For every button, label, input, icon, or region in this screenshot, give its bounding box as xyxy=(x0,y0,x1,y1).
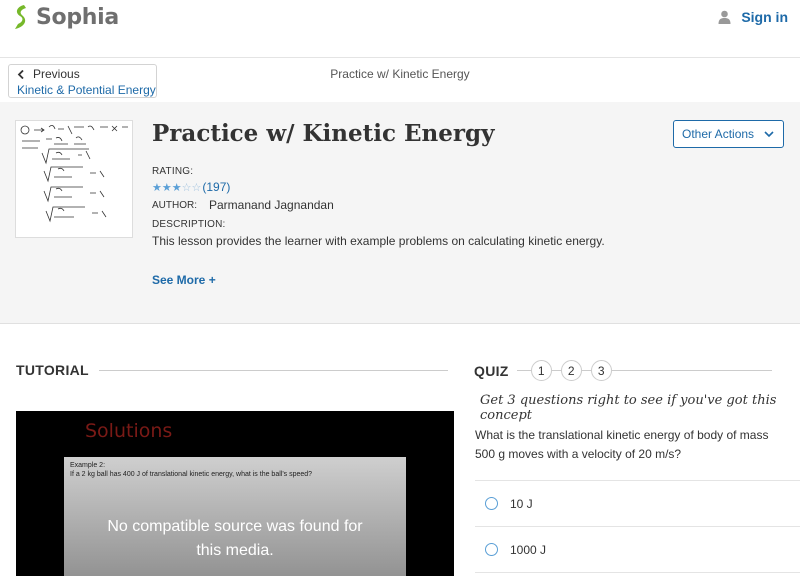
chevron-down-icon xyxy=(764,131,774,138)
sign-in-label: Sign in xyxy=(741,9,788,25)
radio-button[interactable] xyxy=(485,543,498,556)
quiz-label: QUIZ xyxy=(474,362,509,379)
divider xyxy=(99,370,448,371)
quiz-option[interactable] xyxy=(475,526,800,572)
site-header xyxy=(0,0,800,58)
quiz-hint: Get 3 questions right to see if you've got this concept xyxy=(480,393,777,423)
quiz-question-text: What is the translational kinetic energy of body of mass 500 g moves with a velocity of 20 m/s? xyxy=(475,428,769,461)
sophia-logo[interactable] xyxy=(10,3,119,31)
previous-label: Previous xyxy=(33,67,80,81)
lesson-thumbnail[interactable] xyxy=(15,120,133,238)
user-icon xyxy=(718,10,731,24)
video-player[interactable] xyxy=(16,411,454,576)
author xyxy=(152,198,334,212)
divider xyxy=(517,370,531,371)
handwritten-notes-image xyxy=(16,121,133,238)
other-actions-dropdown[interactable] xyxy=(673,120,784,148)
divider xyxy=(552,370,561,371)
star-filled-icon: ★ xyxy=(161,182,172,194)
slide-example-text: Example 2: If a 2 kg ball has 400 J of translational kinetic energy, what is the ball's speed? xyxy=(70,462,313,478)
star-filled-icon: ★ xyxy=(171,182,182,194)
star-empty-icon: ☆ xyxy=(181,182,192,194)
slide-title: Solutions xyxy=(85,420,173,442)
quiz-question-2[interactable]: 2 xyxy=(561,360,582,381)
no-source-message: No compatible source was found for this media. xyxy=(107,518,363,559)
divider xyxy=(612,370,772,371)
lesson-title: Practice w/ Kinetic Energy xyxy=(152,120,495,147)
brand-name: Sophia xyxy=(36,4,119,30)
star-filled-icon: ★ xyxy=(152,182,162,194)
rating-stars xyxy=(152,178,201,196)
tutorial-label: TUTORIAL xyxy=(16,362,89,378)
rating[interactable] xyxy=(152,178,230,196)
see-more-link[interactable]: See More + xyxy=(152,273,216,287)
quiz-question-1[interactable]: 1 xyxy=(531,360,552,381)
rating-label: RATING: xyxy=(152,166,194,177)
quiz-question-3[interactable]: 3 xyxy=(591,360,612,381)
description-text: This lesson provides the learner with example problems on calculating kinetic energy. xyxy=(152,234,605,248)
option-label: 1000 J xyxy=(510,542,547,557)
other-actions-label: Other Actions xyxy=(682,127,755,141)
radio-button[interactable] xyxy=(485,497,498,510)
previous-lesson-link[interactable]: Kinetic & Potential Energy xyxy=(17,83,156,97)
option-label: 10 J xyxy=(510,496,533,511)
tutorial-heading xyxy=(16,362,448,378)
description-label: DESCRIPTION: xyxy=(152,219,226,230)
author-name: Parmanand Jagnandan xyxy=(209,198,334,212)
lesson-subheader xyxy=(0,58,800,102)
rating-count[interactable]: (197) xyxy=(202,180,231,194)
quiz-option-divider xyxy=(475,572,800,576)
sign-in-button[interactable] xyxy=(718,9,788,25)
quiz-heading xyxy=(474,360,772,381)
author-label: AUTHOR: xyxy=(152,199,197,211)
quiz-option[interactable] xyxy=(475,480,800,526)
lesson-info-panel xyxy=(0,102,800,324)
current-lesson-title: Practice w/ Kinetic Energy xyxy=(330,67,470,81)
sophia-logo-icon xyxy=(10,3,32,31)
star-empty-icon: ☆ xyxy=(191,182,202,194)
divider xyxy=(582,370,591,371)
